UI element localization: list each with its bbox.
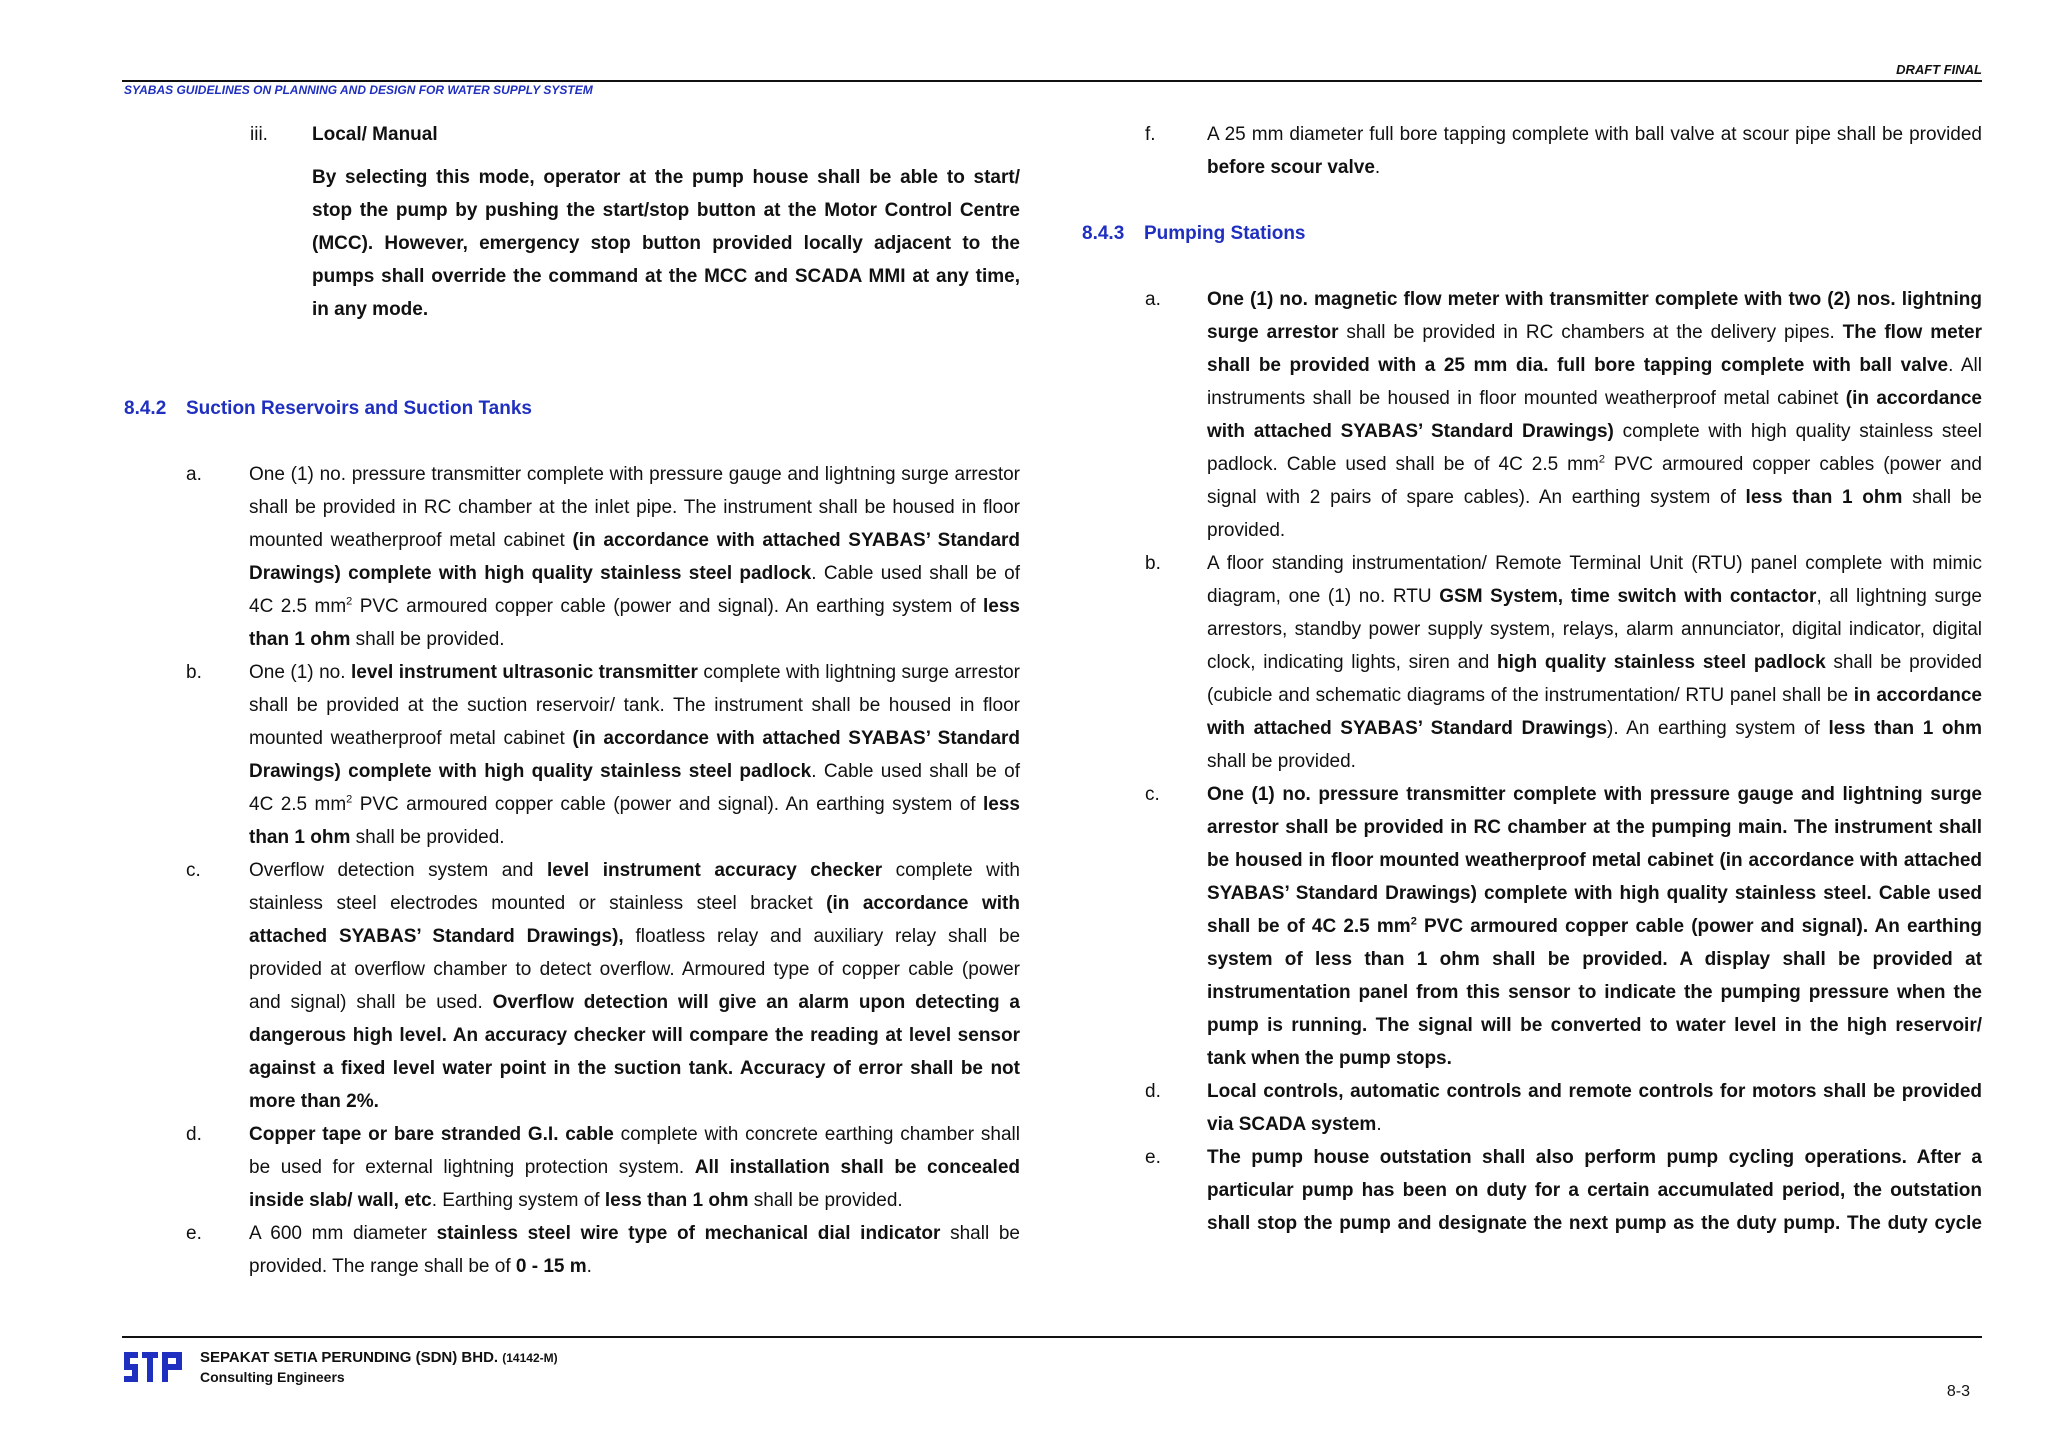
text-bold: stainless steel wire type of mechanical dial indicator: [436, 1223, 941, 1244]
section-heading-8-4-3: [1082, 217, 1982, 250]
text: A floor standing instrumentation/ Remote Terminal Unit (RTU) panel complete with mimic diagram, one (1) no. RTU: [1207, 553, 1982, 607]
company-name-text: SEPAKAT SETIA PERUNDING (SDN) BHD.: [200, 1349, 499, 1366]
list-item-b: [186, 656, 1020, 854]
text: shall be provided.: [350, 827, 505, 848]
text-bold: (in accordance with attached SYABAS’ Standard Drawings),: [249, 893, 1020, 947]
section-number: 8.4.2: [124, 398, 167, 419]
item-label: iii.: [250, 124, 268, 145]
text-bold: level instrument ultrasonic transmitter: [351, 662, 698, 683]
text-bold: in accordance with attached SYABAS’ Standard Drawings: [1207, 685, 1982, 739]
text: .: [1376, 1114, 1382, 1135]
text: shall be provided.: [748, 1190, 903, 1211]
text: ). An earthing system of: [1607, 718, 1829, 739]
superscript: 2: [1410, 915, 1417, 928]
page-number: 8-3: [1946, 1383, 1970, 1400]
text-bold: One (1) no. pressure transmitter complete with pressure gauge and lightning surge arrestor shall be provided in RC chamber at the pumping main. The instrument shall be housed in floor mounted weatherproof metal cabinet (in accordance with attached SYABAS’ Standard Drawings) complete with high quality stainless steel. Cable used shall be of 4C 2.5 mm: [1207, 784, 1982, 937]
section-number: 8.4.3: [1082, 223, 1125, 244]
text-bold: All installation shall be concealed inside slab/ wall, etc: [249, 1157, 1020, 1211]
item-iii: [250, 118, 1020, 326]
list-item-a: [186, 458, 1020, 656]
list-item-a: [1145, 283, 1982, 547]
text-bold: Overflow detection will give an alarm upon detecting a dangerous high level. An accuracy checker will compare the reading at level sensor against a fixed level water point in the suction tank. Accuracy of error shall be not more than 2%.: [249, 992, 1020, 1112]
right-column: [1082, 118, 1982, 1240]
list-item-b: [1145, 547, 1982, 778]
item-label: d.: [1145, 1081, 1161, 1102]
text: shall be provided. The range shall be of: [249, 1223, 1020, 1277]
section-title: Suction Reservoirs and Suction Tanks: [186, 398, 532, 419]
text-bold: before scour valve: [1207, 157, 1375, 178]
text-bold: less than 1 ohm: [1828, 718, 1982, 739]
text: complete with lightning surge arrestor shall be provided at the suction reservoir/ tank. The instrument shall be housed in floor mounted weatherproof metal cabinet: [249, 662, 1020, 749]
superscript: 2: [346, 793, 353, 806]
superscript: 2: [1598, 453, 1605, 466]
text: . All instruments shall be housed in floor mounted weatherproof metal cabinet: [1207, 355, 1982, 409]
item-body: By selecting this mode, operator at the pump house shall be able to start/ stop the pump by pushing the start/stop button at the Motor Control Centre (MCC). However, emergency stop button provided locally adjacent to the pumps shall override the command at the MCC and SCADA MMI at any time, in any mode.: [312, 167, 1020, 320]
text-bold: high quality stainless steel padlock: [1497, 652, 1826, 673]
text: One (1) no.: [249, 662, 351, 683]
text-bold: less than 1 ohm: [1745, 487, 1903, 508]
text: . Earthing system of: [431, 1190, 605, 1211]
header-rule: [122, 80, 1982, 82]
text-bold: One (1) no. magnetic flow meter with transmitter complete with two (2) nos. lightning surge arrestor: [1207, 289, 1982, 343]
item-label: b.: [186, 662, 202, 683]
text: shall be provided in RC chambers at the delivery pipes.: [1338, 322, 1843, 343]
company-logo-icon: [124, 1350, 184, 1389]
text-bold: (in accordance with attached SYABAS’ Standard Drawings): [1207, 388, 1982, 442]
text: .: [586, 1256, 592, 1277]
left-column: [124, 118, 1020, 1283]
item-label: f.: [1145, 124, 1156, 145]
text: shall be provided.: [350, 629, 505, 650]
text: .: [1374, 157, 1381, 178]
footer-rule: [122, 1336, 1982, 1338]
text: . Cable used shall be of 4C 2.5 mm: [249, 761, 1020, 815]
text: A 600 mm diameter: [249, 1223, 437, 1244]
list-item-d: [186, 1118, 1020, 1217]
text: PVC armoured copper cables (power and signal with 2 pairs of spare cables). An earthing system of: [1207, 454, 1982, 508]
section-heading-8-4-2: [124, 392, 1020, 425]
text: PVC armoured copper cable (power and signal). An earthing system of: [352, 794, 983, 815]
text-bold: The flow meter shall be provided with a 25 mm dia. full bore tapping complete with ball valve: [1207, 322, 1982, 376]
list-item-f: [1145, 118, 1982, 184]
item-label: e.: [186, 1223, 202, 1244]
company-tagline: Consulting Engineers: [200, 1369, 345, 1385]
header-right: DRAFT FINAL: [1896, 62, 1982, 77]
text: complete with concrete earthing chamber shall be used for external lightning protection system.: [249, 1124, 1020, 1178]
text-bold: less than 1 ohm: [604, 1190, 749, 1211]
text-bold: PVC armoured copper cable (power and signal). An earthing system of less than 1 ohm shall be provided. A display shall be provided at instrumentation panel from this sensor to indicate the pumping pressure when the pump is running. The signal will be converted to water level in the high reservoir/ tank when the pump stops.: [1207, 916, 1982, 1069]
item-label: e.: [1145, 1147, 1161, 1168]
text: Overflow detection system and: [249, 860, 547, 881]
item-label: c.: [1145, 784, 1160, 805]
item-label: a.: [186, 464, 202, 485]
text: complete with stainless steel electrodes mounted or stainless steel bracket: [249, 860, 1020, 914]
text: A 25 mm diameter full bore tapping complete with ball valve at scour pipe shall be provided: [1207, 124, 1982, 145]
text: shall be provided.: [1207, 487, 1982, 541]
list-item-c: [1145, 778, 1982, 1075]
text-bold: less than 1 ohm: [249, 596, 1020, 650]
text: One (1) no. pressure transmitter complete with pressure gauge and lightning surge arrestor shall be provided in RC chamber at the inlet pipe. The instrument shall be housed in floor mounted weatherproof metal cabinet: [249, 464, 1020, 551]
text-bold: 0 - 15 m: [515, 1256, 587, 1277]
item-label: a.: [1145, 289, 1161, 310]
list-item-e: [186, 1217, 1020, 1283]
text: PVC armoured copper cable (power and signal). An earthing system of: [352, 596, 983, 617]
text: shall be provided.: [1207, 751, 1356, 772]
text: . Cable used shall be of 4C 2.5 mm: [249, 563, 1020, 617]
list-item-d: [1145, 1075, 1982, 1141]
text: floatless relay and auxiliary relay shall be provided at overflow chamber to detect overflow. Armoured type of copper cable (power and signal) shall be used.: [249, 926, 1021, 1013]
item-label: b.: [1145, 553, 1161, 574]
section-title: Pumping Stations: [1144, 223, 1306, 244]
text-bold: Copper tape or bare stranded G.I. cable: [249, 1124, 614, 1145]
item-title: Local/ Manual: [312, 124, 438, 145]
item-label: d.: [186, 1124, 202, 1145]
text-bold: less than 1 ohm: [249, 794, 1020, 848]
item-label: c.: [186, 860, 201, 881]
text-bold: level instrument accuracy checker: [546, 860, 883, 881]
list-item-c: [186, 854, 1020, 1118]
text-bold: Local controls, automatic controls and remote controls for motors shall be provided via SCADA system: [1207, 1081, 1982, 1135]
text-bold: The pump house outstation shall also perform pump cycling operations. After a particular pump has been on duty for a certain accumulated period, the outstation shall stop the pump and designate the next pump as the duty pump. The duty cycle: [1207, 1147, 1982, 1234]
company-reg: (14142-M): [502, 1351, 558, 1365]
superscript: 2: [346, 595, 353, 608]
text-bold: GSM System, time switch with contactor: [1439, 586, 1817, 607]
text: complete with high quality stainless steel padlock. Cable used shall be of 4C 2.5 mm: [1207, 421, 1982, 475]
text-bold: (in accordance with attached SYABAS’ Standard Drawings) complete with high quality stainless steel padlock: [249, 728, 1021, 782]
header-left: SYABAS GUIDELINES ON PLANNING AND DESIGN FOR WATER SUPPLY SYSTEM: [124, 83, 593, 97]
company-name: [200, 1349, 558, 1366]
text-bold: (in accordance with attached SYABAS’ Standard Drawings) complete with high quality stainless steel padlock: [249, 530, 1021, 584]
list-item-e: [1145, 1141, 1982, 1240]
text: , all lightning surge arrestors, standby power supply system, relays, alarm annunciator, digital indicator, digital clock, indicating lights, siren and: [1207, 586, 1982, 673]
text: shall be provided (cubicle and schematic diagrams of the instrumentation/ RTU panel shall be: [1207, 652, 1982, 706]
